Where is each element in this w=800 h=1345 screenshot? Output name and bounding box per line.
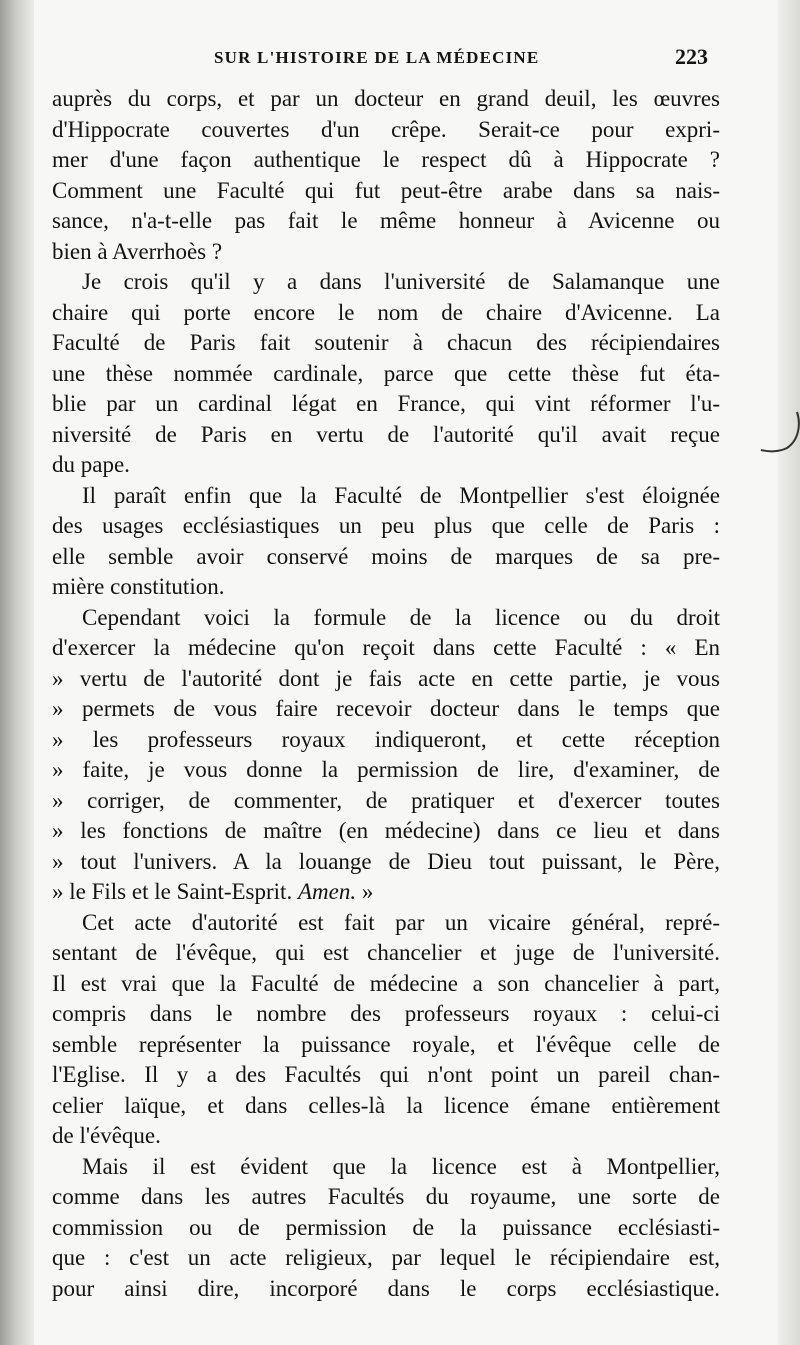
- text-line: » corriger, de commenter, de pratiquer et d'exercer toutes: [52, 787, 720, 813]
- text-line: » faite, je vous donne la permission de lire, d'examiner, de: [52, 757, 720, 782]
- page-gutter-shadow: [0, 0, 34, 1345]
- running-head: SUR L'HISTOIRE DE LA MÉDECINE: [214, 48, 540, 67]
- text-line: compris dans le nombre des professeurs royaux : celui-ci: [52, 1001, 720, 1026]
- page-header: [34, 44, 778, 74]
- text-line: celier laïque, et dans celles-là la licence émane entièrement: [52, 1092, 720, 1118]
- text-line: » vertu de l'autorité dont je fais acte en cette partie, je vous: [52, 665, 720, 691]
- text-line: Il est vrai que la Faculté de médecine a son chancelier à part,: [52, 970, 720, 996]
- text-line: » le Fils et le Saint-Esprit.: [52, 879, 293, 904]
- body-text: [52, 84, 720, 1304]
- text-line: sentant de l'évêque, qui est chancelier et juge de l'université.: [52, 940, 720, 965]
- closing-quote: »: [356, 879, 374, 904]
- text-line: niversité de Paris en vertu de l'autorité qu'il avait reçue: [52, 421, 720, 447]
- text-line: chaire qui porte encore le nom de chaire d'Avicenne. La: [52, 299, 720, 325]
- text-line: semble représenter la puissance royale, et l'évêque celle de: [52, 1031, 720, 1057]
- text-line: d'Hippocrate couvertes d'un crêpe. Serait-ce pour expri-: [52, 116, 720, 142]
- text-line: de l'évêque.: [52, 1123, 161, 1148]
- text-line: blie par un cardinal légat en France, qui vint réformer l'u-: [52, 391, 720, 416]
- text-line: Cependant voici la formule de la licence ou du droit: [82, 604, 720, 630]
- text-line: sance, n'a-t-elle pas fait le même honneur à Avicenne ou: [52, 208, 720, 233]
- text-line: » les fonctions de maître (en médecine) dans ce lieu et dans: [52, 818, 720, 843]
- text-line: des usages ecclésiastiques un peu plus que celle de Paris :: [52, 513, 720, 538]
- text-line: Il paraît enfin que la Faculté de Montpellier s'est éloignée: [82, 482, 720, 508]
- text-line: mière constitution.: [52, 574, 225, 599]
- text-line: l'Eglise. Il y a des Facultés qui n'ont point un pareil chan-: [52, 1062, 720, 1087]
- text-line: pour ainsi dire, incorporé dans le corps ecclésiastique.: [52, 1275, 720, 1301]
- amen-word: Amen.: [297, 879, 357, 904]
- text-line: » permets de vous faire recevoir docteur dans le temps que: [52, 696, 720, 721]
- text-line: Je crois qu'il y a dans l'université de Salamanque une: [82, 269, 720, 294]
- text-line: Mais il est évident que la licence est à Montpellier,: [82, 1153, 720, 1179]
- text-line: bien à Averrhoès ?: [52, 238, 223, 264]
- text-line: elle semble avoir conservé moins de marques de sa pre-: [52, 543, 720, 569]
- text-line: » tout l'univers. A la louange de Dieu tout puissant, le Père,: [52, 848, 720, 874]
- text-line: » les professeurs royaux indiqueront, et cette réception: [52, 726, 720, 752]
- text-line: que : c'est un acte religieux, par lequel le récipiendaire est,: [52, 1245, 720, 1270]
- text-line: du pape.: [52, 452, 130, 477]
- text-line: Cet acte d'autorité est fait par un vicaire général, repré-: [82, 909, 720, 935]
- text-line: une thèse nommée cardinale, parce que cette thèse fut éta-: [52, 360, 720, 386]
- text-line: auprès du corps, et par un docteur en grand deuil, les œuvres: [52, 86, 720, 111]
- page-number: 223: [675, 44, 708, 69]
- text-line: mer d'une façon authentique le respect dû à Hippocrate ?: [52, 147, 720, 172]
- page-edge-shadow: [778, 0, 800, 1345]
- pencil-mark-icon: [759, 410, 800, 455]
- text-line: commission ou de permission de la puissance ecclésiasti-: [52, 1214, 720, 1240]
- text-line: comme dans les autres Facultés du royaume, une sorte de: [52, 1184, 720, 1209]
- text-line: Comment une Faculté qui fut peut-être arabe dans sa nais-: [52, 177, 720, 203]
- text-line: Faculté de Paris fait soutenir à chacun des récipiendaires: [52, 330, 720, 355]
- text-line-amen: [52, 877, 720, 908]
- text-line: d'exercer la médecine qu'on reçoit dans cette Faculté : « En: [52, 635, 720, 660]
- book-page: [34, 0, 778, 1345]
